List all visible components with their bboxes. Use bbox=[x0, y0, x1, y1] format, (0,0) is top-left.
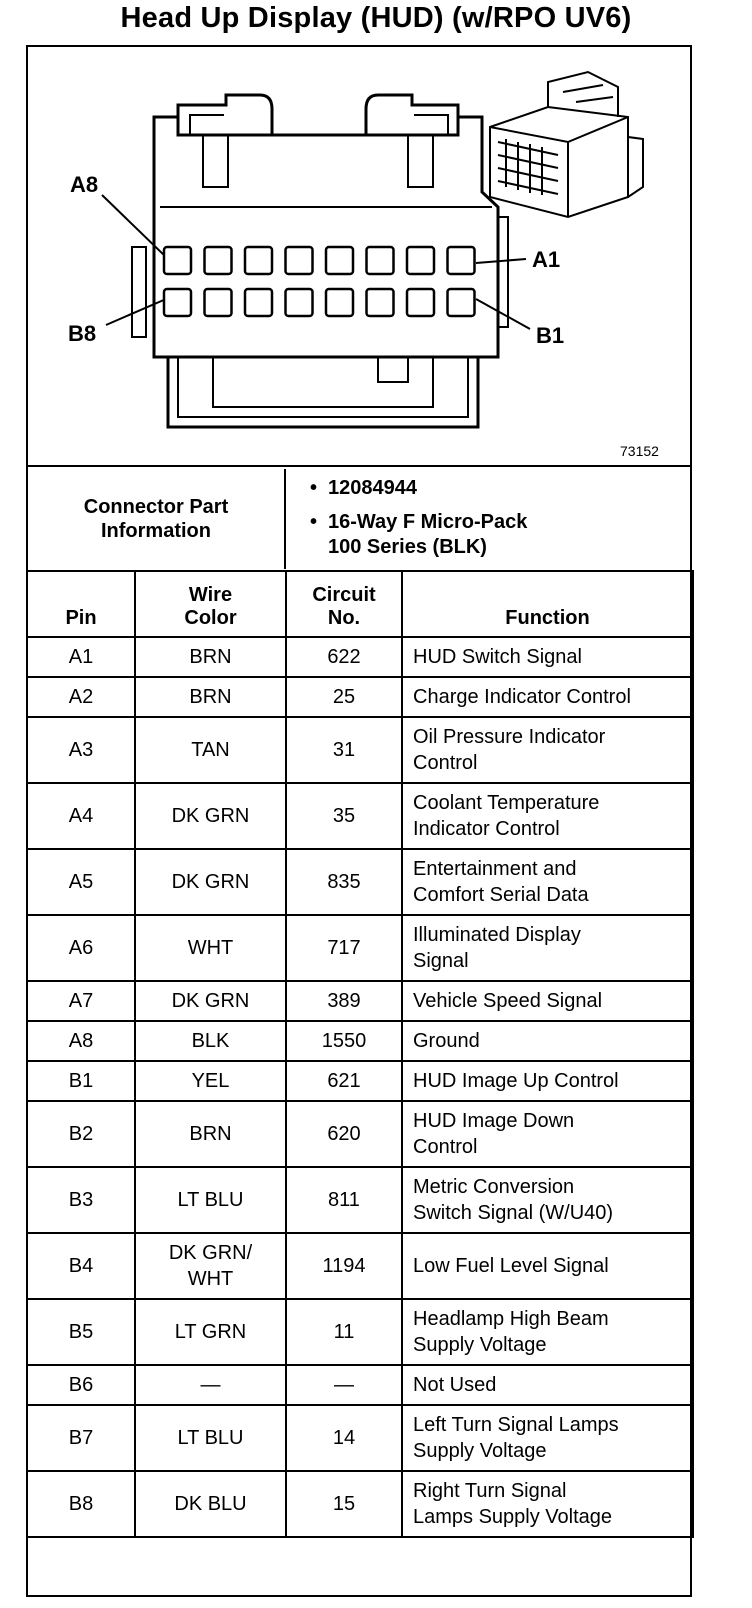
header-pin: Pin bbox=[27, 571, 135, 637]
table-row bbox=[27, 1471, 693, 1537]
circuit-cell: 835 bbox=[286, 849, 402, 915]
pin-cavity bbox=[205, 247, 232, 274]
pin-cell: A4 bbox=[27, 783, 135, 849]
pin-cell: A1 bbox=[27, 637, 135, 677]
wire-color-cell: — bbox=[135, 1365, 286, 1405]
function-cell: Oil Pressure Indicator Control bbox=[402, 717, 693, 783]
pin-cavity bbox=[367, 247, 394, 274]
pin-cavity bbox=[164, 289, 191, 316]
pin-cavity bbox=[245, 247, 272, 274]
circuit-cell: 621 bbox=[286, 1061, 402, 1101]
table-row bbox=[27, 717, 693, 783]
function-cell: Illuminated Display Signal bbox=[402, 915, 693, 981]
table-row bbox=[27, 1405, 693, 1471]
pin-cell: B7 bbox=[27, 1405, 135, 1471]
page-title: Head Up Display (HUD) (w/RPO UV6) bbox=[120, 2, 632, 34]
table-row bbox=[27, 677, 693, 717]
table-row bbox=[27, 1365, 693, 1405]
connector-housing bbox=[154, 117, 498, 357]
pin-cavity bbox=[407, 289, 434, 316]
circuit-cell: 1194 bbox=[286, 1233, 402, 1299]
pin-label-a8: A8 bbox=[70, 172, 99, 197]
table-header-row bbox=[27, 571, 693, 637]
circuit-cell: 622 bbox=[286, 637, 402, 677]
circuit-cell: 25 bbox=[286, 677, 402, 717]
pin-label-b1: B1 bbox=[536, 323, 565, 348]
circuit-cell: 389 bbox=[286, 981, 402, 1021]
pin-cell: A5 bbox=[27, 849, 135, 915]
function-cell: HUD Image Up Control bbox=[402, 1061, 693, 1101]
table-row bbox=[27, 1101, 693, 1167]
circuit-cell: 1550 bbox=[286, 1021, 402, 1061]
wire-color-cell: LT BLU bbox=[135, 1405, 286, 1471]
wire-color-cell: BRN bbox=[135, 637, 286, 677]
table-row bbox=[27, 981, 693, 1021]
table-row bbox=[27, 849, 693, 915]
pin-label-b8: B8 bbox=[68, 321, 97, 346]
divider bbox=[284, 469, 286, 569]
connector-description-line1: • 16-Way F Micro-Pack bbox=[310, 510, 527, 535]
b8-leader-line bbox=[106, 299, 166, 325]
connector-info-label-line2: Information bbox=[101, 520, 211, 542]
connector-face-diagram bbox=[28, 47, 690, 465]
wire-color-cell: BRN bbox=[135, 677, 286, 717]
function-cell: Charge Indicator Control bbox=[402, 677, 693, 717]
wire-color-cell: BRN bbox=[135, 1101, 286, 1167]
pin-cavity bbox=[367, 289, 394, 316]
divider bbox=[26, 465, 692, 467]
pin-cell: B8 bbox=[27, 1471, 135, 1537]
function-cell: Not Used bbox=[402, 1365, 693, 1405]
function-cell: Vehicle Speed Signal bbox=[402, 981, 693, 1021]
table-row bbox=[27, 637, 693, 677]
pin-cavity bbox=[326, 247, 353, 274]
pin-table bbox=[26, 570, 694, 1538]
pin-cavity bbox=[448, 247, 475, 274]
circuit-cell: — bbox=[286, 1365, 402, 1405]
circuit-cell: 620 bbox=[286, 1101, 402, 1167]
pin-cavity bbox=[286, 289, 313, 316]
function-cell: Low Fuel Level Signal bbox=[402, 1233, 693, 1299]
pin-cavity bbox=[407, 247, 434, 274]
wire-color-cell: LT BLU bbox=[135, 1167, 286, 1233]
header-function: Function bbox=[402, 571, 693, 637]
wire-color-cell: BLK bbox=[135, 1021, 286, 1061]
wire-color-cell: WHT bbox=[135, 915, 286, 981]
connector-3d-sketch bbox=[490, 72, 643, 217]
pin-cell: B3 bbox=[27, 1167, 135, 1233]
wire-color-cell: YEL bbox=[135, 1061, 286, 1101]
table-row bbox=[27, 1299, 693, 1365]
circuit-cell: 35 bbox=[286, 783, 402, 849]
table-row bbox=[27, 915, 693, 981]
function-cell: Right Turn Signal Lamps Supply Voltage bbox=[402, 1471, 693, 1537]
connector-info-values bbox=[310, 476, 527, 560]
wire-color-cell: DK GRN bbox=[135, 849, 286, 915]
pin-cell: A2 bbox=[27, 677, 135, 717]
table-row bbox=[27, 783, 693, 849]
part-number: • 12084944 bbox=[310, 476, 527, 501]
function-cell: HUD Switch Signal bbox=[402, 637, 693, 677]
wire-color-cell: TAN bbox=[135, 717, 286, 783]
connector-description-line2: 100 Series (BLK) bbox=[328, 536, 487, 558]
pin-cell: B6 bbox=[27, 1365, 135, 1405]
pin-cell: A7 bbox=[27, 981, 135, 1021]
wire-color-cell: LT GRN bbox=[135, 1299, 286, 1365]
pin-cavity bbox=[286, 247, 313, 274]
pin-cell: B1 bbox=[27, 1061, 135, 1101]
pin-cell: B2 bbox=[27, 1101, 135, 1167]
pin-label-a1: A1 bbox=[532, 247, 561, 272]
table-row bbox=[27, 1233, 693, 1299]
table-row bbox=[27, 1021, 693, 1061]
pin-cavity bbox=[164, 247, 191, 274]
b1-leader-line bbox=[476, 299, 530, 329]
circuit-cell: 14 bbox=[286, 1405, 402, 1471]
circuit-cell: 811 bbox=[286, 1167, 402, 1233]
circuit-cell: 15 bbox=[286, 1471, 402, 1537]
circuit-cell: 31 bbox=[286, 717, 402, 783]
function-cell: Metric Conversion Switch Signal (W/U40) bbox=[402, 1167, 693, 1233]
circuit-cell: 11 bbox=[286, 1299, 402, 1365]
header-circuit-no: Circuit No. bbox=[286, 571, 402, 637]
pin-cell: B5 bbox=[27, 1299, 135, 1365]
pin-cavity bbox=[448, 289, 475, 316]
pin-cell: A3 bbox=[27, 717, 135, 783]
table-row bbox=[27, 1061, 693, 1101]
function-cell: Coolant Temperature Indicator Control bbox=[402, 783, 693, 849]
figure-number: 73152 bbox=[620, 443, 659, 459]
circuit-cell: 717 bbox=[286, 915, 402, 981]
connector-info-label-line1: Connector Part bbox=[83, 496, 229, 518]
pin-cell: B4 bbox=[27, 1233, 135, 1299]
a1-leader-line bbox=[476, 259, 526, 263]
wire-color-cell: DK GRN/ WHT bbox=[135, 1233, 286, 1299]
function-cell: Left Turn Signal Lamps Supply Voltage bbox=[402, 1405, 693, 1471]
wire-color-cell: DK GRN bbox=[135, 783, 286, 849]
function-cell: Entertainment and Comfort Serial Data bbox=[402, 849, 693, 915]
function-cell: Headlamp High Beam Supply Voltage bbox=[402, 1299, 693, 1365]
wire-color-cell: DK BLU bbox=[135, 1471, 286, 1537]
pin-cavity bbox=[326, 289, 353, 316]
wire-color-cell: DK GRN bbox=[135, 981, 286, 1021]
pin-cell: A8 bbox=[27, 1021, 135, 1061]
connector-info-label bbox=[28, 469, 284, 569]
pin-cavity bbox=[245, 289, 272, 316]
function-cell: HUD Image Down Control bbox=[402, 1101, 693, 1167]
pin-cell: A6 bbox=[27, 915, 135, 981]
table-row bbox=[27, 1167, 693, 1233]
pin-cavity bbox=[205, 289, 232, 316]
function-cell: Ground bbox=[402, 1021, 693, 1061]
header-wire-color: Wire Color bbox=[135, 571, 286, 637]
